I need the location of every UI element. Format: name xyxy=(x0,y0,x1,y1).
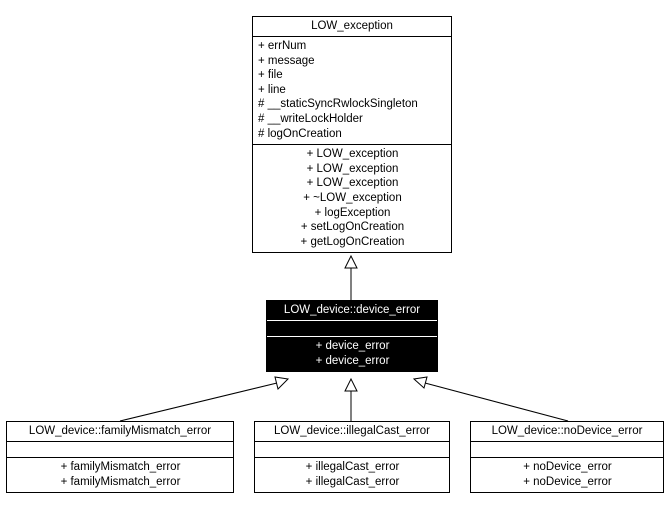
method-row: + logException xyxy=(314,206,391,219)
method-row: + noDevice_error xyxy=(523,475,612,488)
method-row: + illegalCast_error xyxy=(305,461,400,473)
attribute-row: # logOnCreation xyxy=(258,127,342,140)
method-row: + illegalCast_error xyxy=(305,475,400,488)
attribute-row: # __writeLockHolder xyxy=(258,112,363,125)
attribute-row: + line xyxy=(258,83,286,96)
method-row: + setLogOnCreation xyxy=(300,221,405,234)
class-title: LOW_device::familyMismatch_error xyxy=(28,425,212,437)
methods-section xyxy=(471,458,663,492)
attributes-section xyxy=(471,442,663,457)
method-row: + LOW_exception xyxy=(306,148,399,161)
method-row: + LOW_exception xyxy=(306,177,399,190)
methods-section xyxy=(7,458,233,492)
class-title: LOW_exception xyxy=(311,20,393,32)
class-title: LOW_device::illegalCast_error xyxy=(274,425,430,437)
methods-section xyxy=(267,337,437,371)
class-box-family-mismatch-error[interactable] xyxy=(6,421,234,493)
methods-section xyxy=(255,458,449,492)
class-box-device-error[interactable] xyxy=(266,300,438,372)
method-row: + ~LOW_exception xyxy=(303,191,402,204)
attributes-section xyxy=(267,321,437,336)
class-box-no-device-error[interactable] xyxy=(470,421,664,493)
attributes-section xyxy=(7,442,233,457)
class-box-low-exception[interactable] xyxy=(252,16,452,253)
class-title: LOW_device::noDevice_error xyxy=(491,425,643,437)
attribute-row: + message xyxy=(258,54,315,67)
method-row: + noDevice_error xyxy=(523,461,612,473)
attributes-section xyxy=(255,442,449,457)
attribute-row: + errNum xyxy=(258,40,307,52)
attribute-row: # __staticSyncRwlockSingleton xyxy=(258,98,418,111)
attributes-section xyxy=(253,37,451,144)
attribute-row: + file xyxy=(258,69,283,82)
method-row: + device_error xyxy=(315,354,390,367)
method-row: + device_error xyxy=(315,340,390,352)
method-row: + familyMismatch_error xyxy=(60,475,181,488)
class-title: LOW_device::device_error xyxy=(283,304,421,316)
methods-section xyxy=(253,145,451,252)
method-row: + LOW_exception xyxy=(306,162,399,175)
method-row: + familyMismatch_error xyxy=(60,461,181,473)
method-row: + getLogOnCreation xyxy=(300,235,405,248)
class-box-illegal-cast-error[interactable] xyxy=(254,421,450,493)
